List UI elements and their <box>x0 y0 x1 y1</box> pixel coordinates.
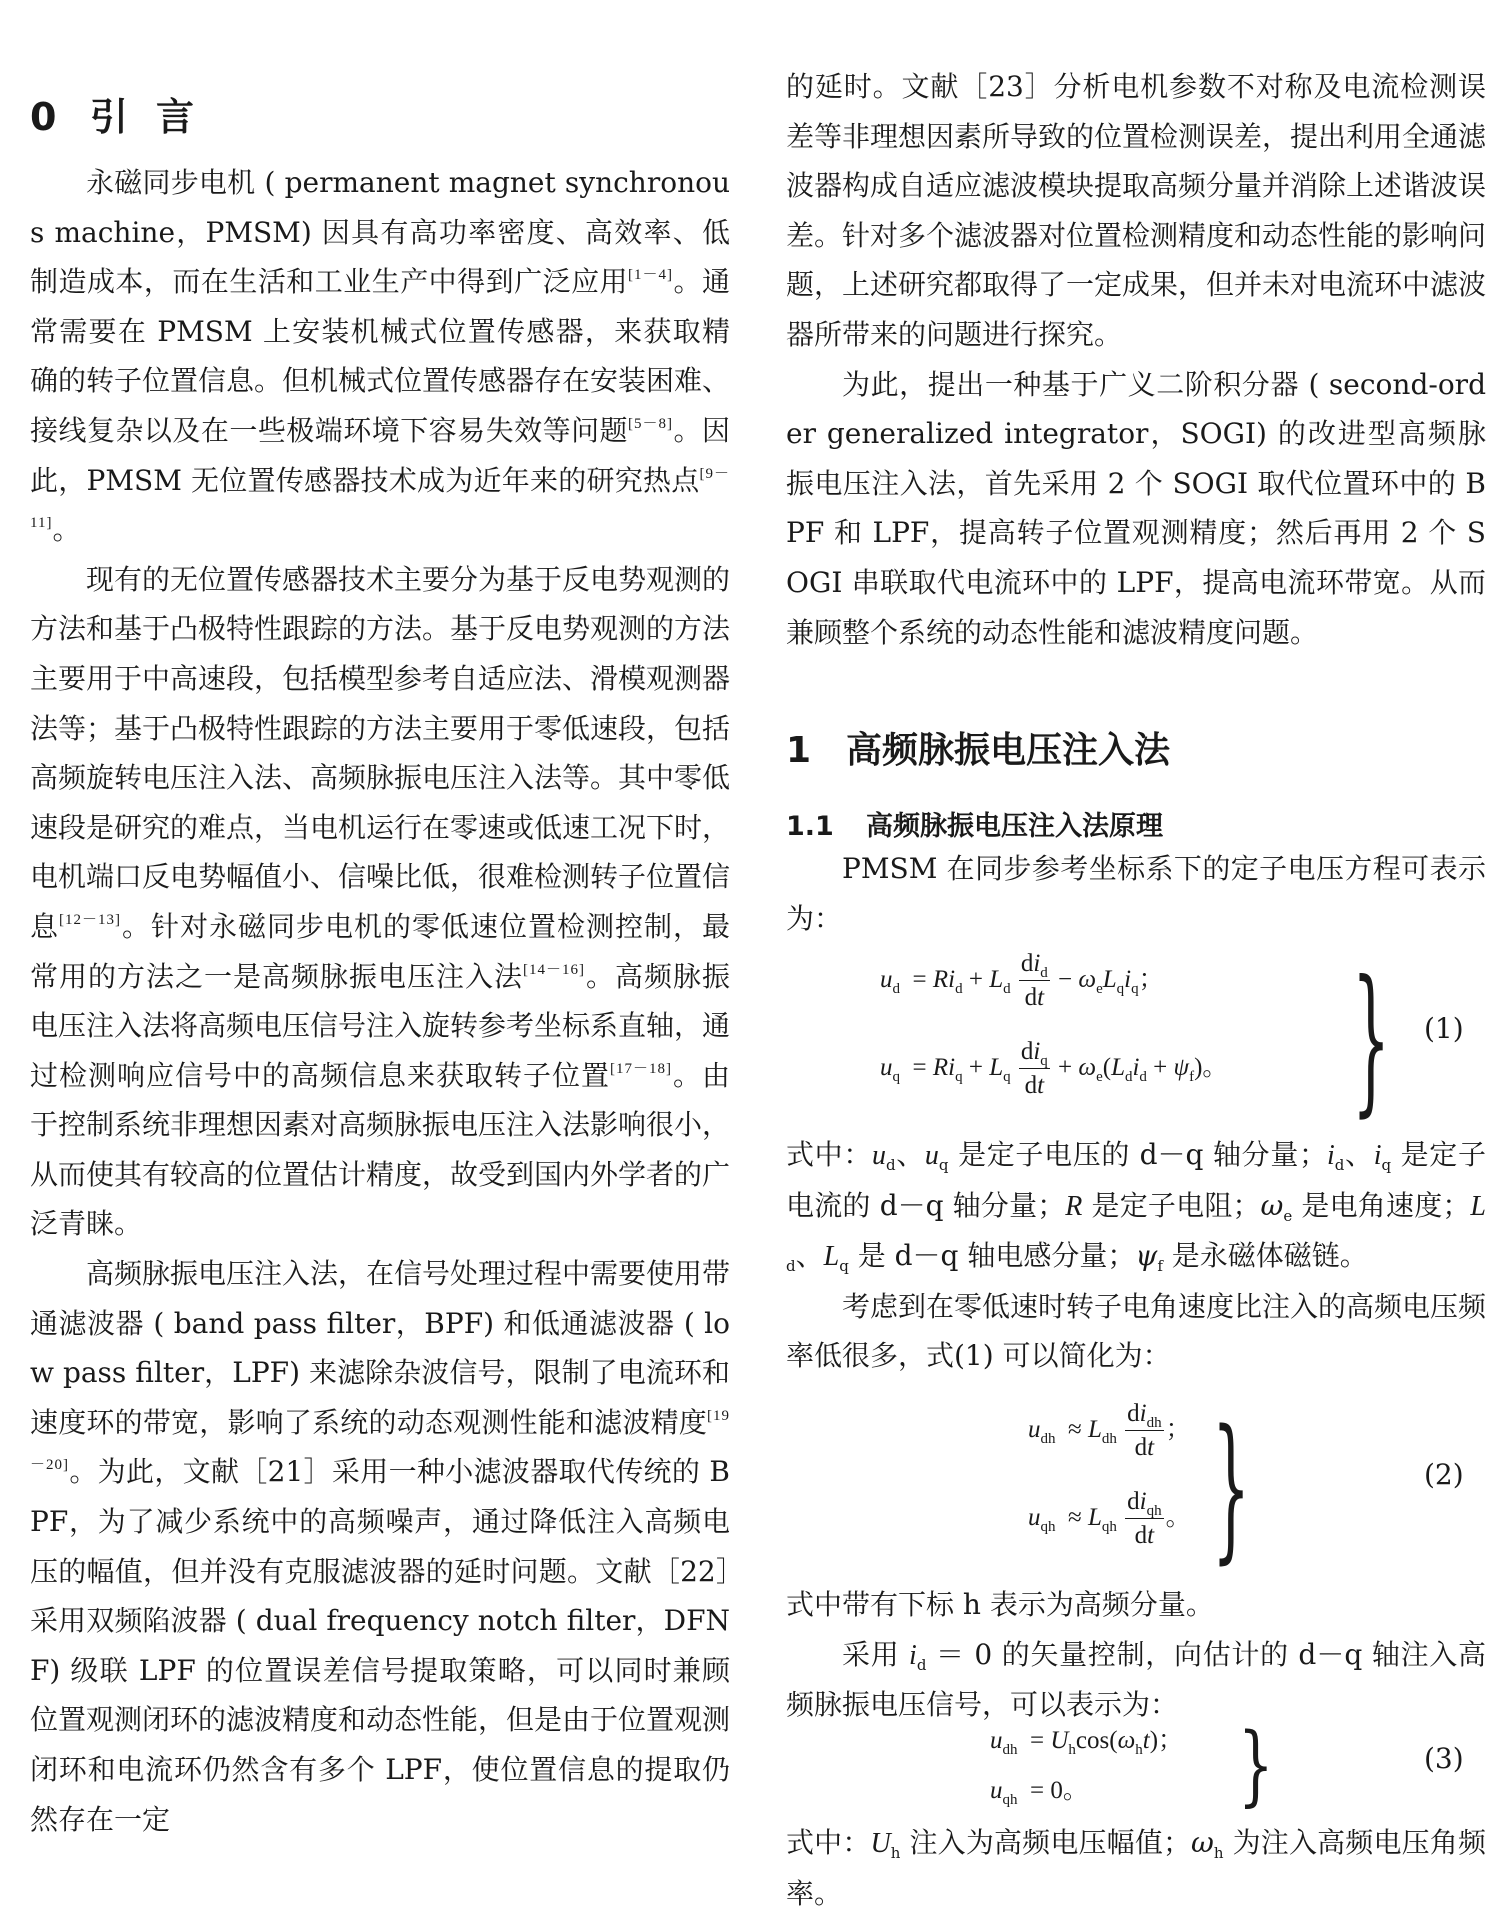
paragraph-intro-1 <box>30 158 730 555</box>
paragraph-simplification: 考虑到在零低速时转子电角速度比注入的高频电压频率低很多，式(1) 可以简化为： <box>786 1289 1487 1373</box>
section-1-heading <box>786 722 1170 773</box>
text: 是定子电压的 d－q 轴分量； <box>948 1138 1327 1171</box>
equation-3: $u_{dh} = U_h\cos(\omega_ht)$； $u_{qh} = 0$。 <box>990 1727 1184 1808</box>
citation: [12－13] <box>59 911 121 928</box>
section-number: 1.1 <box>786 811 834 842</box>
text: 式中： <box>786 1138 872 1171</box>
text: 采用 <box>842 1637 910 1671</box>
text: 式中： <box>786 1826 871 1859</box>
paragraph-eq1-symbols: 式中：$u_d$、$u_q$ 是定子电压的 d－q 轴分量；$i_d$、$i_q$ 是定子电流的 d－q 轴分量；R 是定子电阻；$\omega_e$ 是电角速度；$L_d$、$L_q$ 是 d－q 轴电感分量；$\psi_f$ 是永磁体磁链。 <box>786 1138 1486 1276</box>
equation-brace: } <box>1238 1716 1274 1817</box>
section-0-heading <box>30 86 222 141</box>
text: 。 <box>52 513 81 547</box>
section-number: 1 <box>786 730 812 771</box>
text: 。由于控制系统非理想因素对高频脉振电压注入法影响很小，从而使其有较高的位置估计精度，故受到国内外学者的广泛青睐。 <box>30 1058 731 1241</box>
paragraph-voltage-equation-intro: PMSM 在同步参考坐标系下的定子电压方程可表示为： <box>786 852 1486 935</box>
paragraph-high-frequency-note: 式中带有下标 h 表示为高频分量。 <box>786 1588 1214 1621</box>
paragraph-continued: 的延时。文献［23］分析电机参数不对称及电流检测误差等非理想因素所导致的位置检测误差，提出利用全通滤波器构成自适应滤波模块提取高频分量并消除上述谐波误差。针对多个滤波器对位置检测精度和动态性能的影响问题，上述研究都取得了一定成果，但并未对电流环中滤波器所带来的问题进行探究。 <box>786 70 1487 351</box>
text: 是定子电流的 d－q 轴分量； <box>786 1138 1486 1222</box>
citation: [17－18] <box>609 1060 672 1077</box>
paragraph-proposal: 为此，提出一种基于广义二阶积分器 ( second-order generalized integrator，SOGI) 的改进型高频脉振电压注入法，首先采用 2 个 SOGI 取代位置环中的 BPF 和 LPF，提高转子位置观测精度；然后再用 2 个 SOGI 串联取代电流环中的 LPF，提高电流环带宽。从而兼顾整个系统的动态性能和滤波精度问题。 <box>786 367 1486 649</box>
section-title: 引言 <box>90 95 223 139</box>
text: 。通常需要在 PMSM 上安装机械式位置传感器，来获取精确的转子位置信息。但机械式位置传感器存在安装困难、接线复杂以及在一些极端环境下容易失效等问题 <box>30 265 731 447</box>
citation: [5－8] <box>628 415 674 432</box>
citation: [1－4] <box>628 267 674 284</box>
text: 。为此，文献［21］采用一种小滤波器取代传统的 BPF，为了减少系统中的高频噪声，通过降低注入高频电压的幅值，但并没有克服滤波器的延时问题。文献［22］采用双频陷波器 ( dual frequency notch filter，DFNF) 级联 LPF 的位置误差信号提取策略，可以同时兼顾位置观测闭环的滤波精度和动态性能，但是由于位置观测闭环和电流环仍然含有多个 LPF，使位置信息的提取仍然存在一定 <box>30 1455 731 1836</box>
section-title: 高频脉振电压注入法原理 <box>866 811 1163 842</box>
paragraph-injection: 采用 $i_d = 0$ 的矢量控制，向估计的 d－q 轴注入高频脉振电压信号，可以表示为： <box>786 1637 1487 1722</box>
equation-1: $u_d = Ri_d + L_d$ $\frac{di_d}{dt}$ − $\omega_eL_qi_q$； $u_q = Ri_q + L_q$ $\frac{di_q}{dt}$ + $\omega_e(L_di_d + \psi_f)$。 <box>880 950 1228 1099</box>
section-1-1-heading <box>786 804 1163 843</box>
text: 注入为高频电压幅值； <box>900 1826 1192 1859</box>
citation: [14－16] <box>522 961 585 978</box>
citation: [9－11] <box>30 465 730 532</box>
equation-3-number: (3) <box>1424 1742 1464 1775</box>
citation: [19－20] <box>30 1407 730 1474</box>
text: 现有的无位置传感器技术主要分为基于反电势观测的方法和基于凸极特性跟踪的方法。基于反电势观测的方法主要用于中高速段，包括模型参考自适应法、滑模观测器法等；基于凸极特性跟踪的方法主要用于零低速段，包括高频旋转电压注入法、高频脉振电压注入法等。其中零低速段是研究的难点，当电机运行在零速或低速工况下时，电机端口反电势幅值小、信噪比低，很难检测转子位置信息 <box>30 562 731 943</box>
text: 。高频脉振电压注入法将高频电压信号注入旋转参考坐标系直轴，通过检测响应信号中的高频信息来获取转子位置 <box>30 959 731 1092</box>
right-column-eq3-explain <box>786 1818 1486 1918</box>
text: 是电角速度； <box>1292 1188 1471 1222</box>
equation-brace: } <box>1352 948 1391 1134</box>
paragraph-intro-3 <box>30 1249 730 1844</box>
text: 。因此，PMSM 无位置传感器技术成为近年来的研究热点 <box>30 413 730 497</box>
equation-2-number: (2) <box>1424 1458 1464 1491</box>
paragraph-intro-2 <box>30 555 730 1249</box>
text: 是永磁体磁链。 <box>1162 1239 1368 1273</box>
text: 。针对永磁同步电机的零低速位置检测控制，最常用的方法之一是高频脉振电压注入法 <box>30 909 730 993</box>
section-number: 0 <box>30 95 57 139</box>
equation-1-number: (1) <box>1424 1012 1464 1045</box>
text: 是定子电阻； <box>1082 1188 1261 1222</box>
text: 永磁同步电机 ( permanent magnet synchronous machine，PMSM) 因具有高功率密度、高效率、低制造成本，而在生活和工业生产中得到广泛应用 <box>30 166 730 299</box>
text: 是 d－q 轴电感分量； <box>848 1239 1136 1273</box>
section-title: 高频脉振电压注入法 <box>846 730 1171 771</box>
text: 为注入高频电压角频率。 <box>786 1826 1486 1910</box>
right-column-top <box>786 62 1486 657</box>
paragraph-eq3-symbols: 式中：$U_h$ 注入为高频电压幅值；$\omega_h$ 为注入高频电压角频率。 <box>786 1826 1486 1910</box>
right-column-eq-intro <box>786 844 1486 943</box>
right-column-eq2-explain <box>786 1580 1486 1730</box>
equation-2: $u_{dh} \approx L_{dh}$ $\frac{di_{dh}}{dt}$ ； $u_{qh} \approx L_{qh}$ $\frac{di_{qh}}{dt}$ 。 <box>1028 1400 1191 1549</box>
text: 高频脉振电压注入法，在信号处理过程中需要使用带通滤波器 ( band pass filter，BPF) 和低通滤波器 ( low pass filter，LPF) 来滤除杂波信号，限制了电流环和速度环的带宽，影响了系统的动态观测性能和滤波精度 <box>30 1257 731 1439</box>
equation-brace: } <box>1212 1398 1251 1580</box>
text: ＝ 0 的矢量控制，向估计的 d－q 轴注入高频脉振电压信号，可以表示为： <box>786 1637 1487 1722</box>
left-column-body <box>30 158 730 1844</box>
right-column-eq1-explain <box>786 1130 1486 1381</box>
